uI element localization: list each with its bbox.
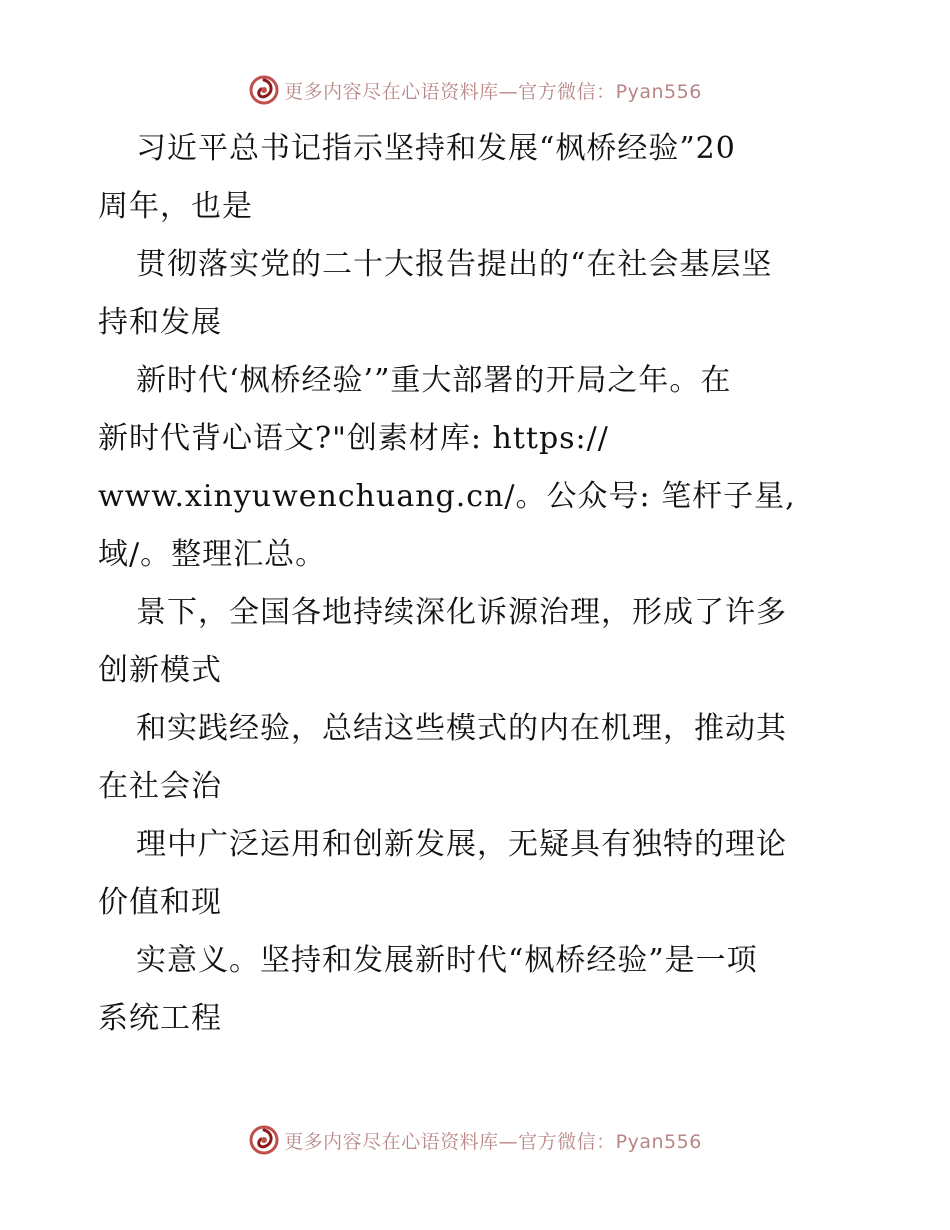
text-line: 新时代‘枫桥经验’”重大部署的开局之年。在 — [136, 363, 732, 398]
text-line: 习近平总书记指示坚持和发展“枫桥经验”20 — [136, 131, 736, 166]
text-line: 系统工程 — [98, 1001, 222, 1036]
text-line: 理中广泛运用和创新发展，无疑具有独特的理论 — [136, 827, 787, 862]
header-watermark-text: 更多内容尽在心语资料库—官方微信：Pyan556 — [284, 80, 702, 103]
text-line: www.xinyuwenchuang.cn/。公众号: 笔杆子星, — [98, 479, 796, 514]
header-watermark-banner — [0, 72, 950, 108]
footer-watermark-banner — [0, 1122, 950, 1158]
swirl-logo-icon — [248, 74, 280, 106]
text-line: 域/。整理汇总。 — [98, 537, 327, 572]
text-line: 持和发展 — [98, 305, 222, 340]
text-line: 景下，全国各地持续深化诉源治理，形成了许多 — [136, 595, 787, 630]
document-body — [98, 120, 858, 1048]
text-line: 新时代背心语文?"创素材库: https:// — [98, 421, 609, 456]
text-line: 在社会治 — [98, 769, 222, 804]
swirl-logo-icon — [248, 1124, 280, 1156]
text-line: 和实践经验，总结这些模式的内在机理，推动其 — [136, 711, 787, 746]
text-line: 价值和现 — [98, 885, 222, 920]
text-line: 周年，也是 — [98, 189, 253, 224]
text-line: 贯彻落实党的二十大报告提出的“在社会基层坚 — [136, 247, 773, 282]
text-line: 实意义。坚持和发展新时代“枫桥经验”是一项 — [136, 943, 758, 978]
text-line: 创新模式 — [98, 653, 222, 688]
footer-watermark-text: 更多内容尽在心语资料库—官方微信：Pyan556 — [284, 1130, 702, 1153]
